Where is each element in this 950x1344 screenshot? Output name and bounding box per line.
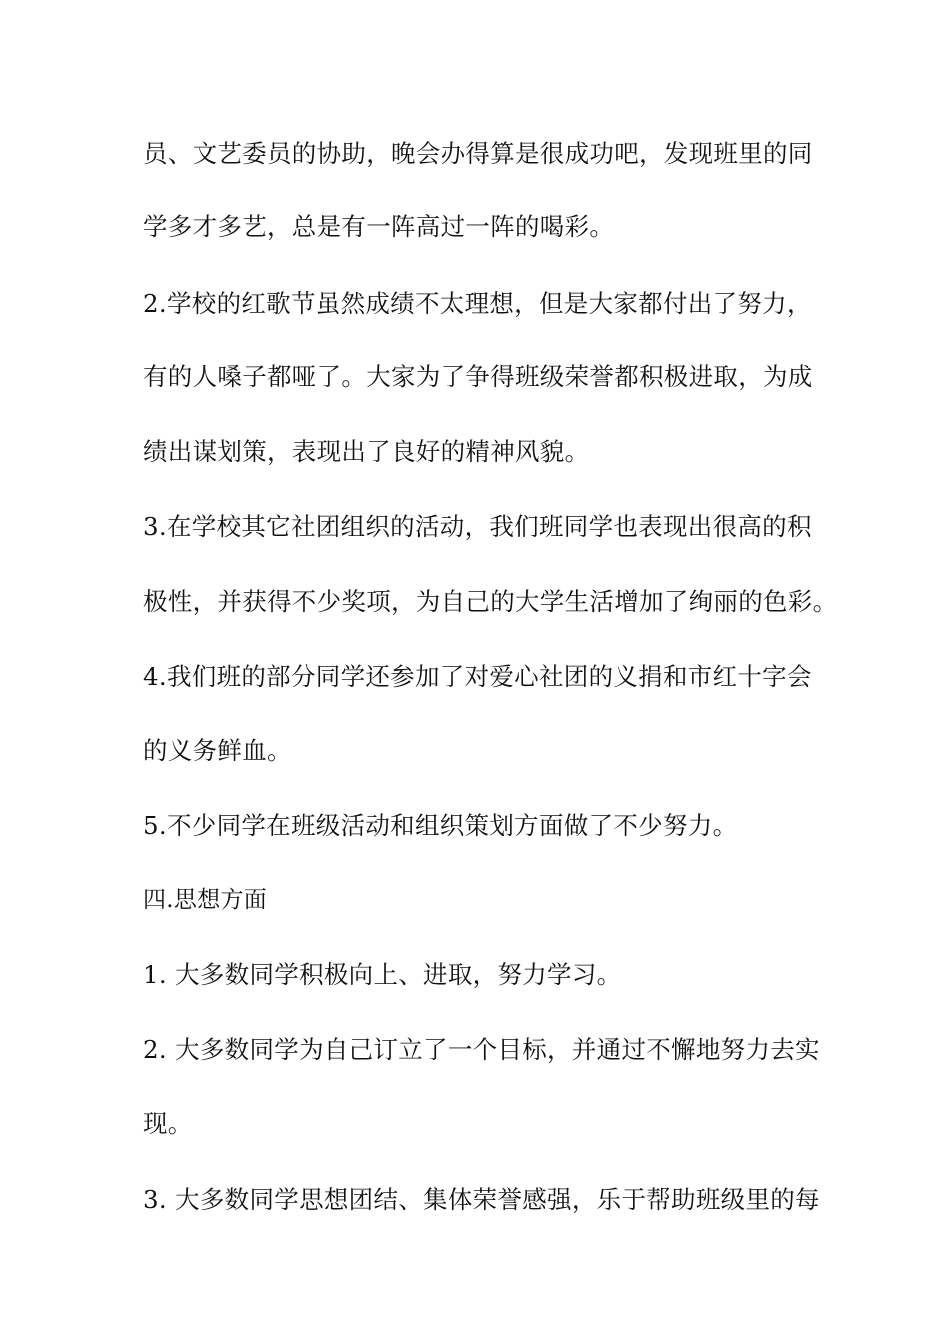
text-line: 员、文艺委员的协助，晚会办得算是很成功吧，发现班里的同 [143, 139, 813, 168]
text-line: 3. 大多数同学思想团结、集体荣誉感强，乐于帮助班级里的每 [143, 1185, 820, 1214]
text-line: 2. 大多数同学为自己订立了一个目标，并通过不懈地努力去实 [143, 1035, 820, 1064]
text-line: 有的人嗓子都哑了。大家为了争得班级荣誉都积极进取，为成 [143, 362, 813, 391]
text-line: 3.在学校其它社团组织的活动，我们班同学也表现出很高的积 [143, 512, 812, 541]
text-line: 绩出谋划策，表现出了良好的精神风貌。 [143, 437, 590, 466]
text-line: 的义务鲜血。 [143, 736, 292, 765]
text-line: 1. 大多数同学积极向上、进取，努力学习。 [143, 960, 622, 989]
section-heading: 四.思想方面 [143, 887, 268, 913]
text-line: 极性，并获得不少奖项，为自己的大学生活增加了绚丽的色彩。 [143, 587, 838, 616]
text-line: 2.学校的红歌节虽然成绩不太理想，但是大家都付出了努力， [143, 289, 812, 318]
text-line: 学多才多艺，总是有一阵高过一阵的喝彩。 [143, 212, 615, 241]
text-line: 4.我们班的部分同学还参加了对爱心社团的义捐和市红十字会 [143, 662, 812, 691]
text-line: 现。 [143, 1109, 193, 1138]
text-line: 5.不少同学在班级活动和组织策划方面做了不少努力。 [143, 811, 738, 840]
